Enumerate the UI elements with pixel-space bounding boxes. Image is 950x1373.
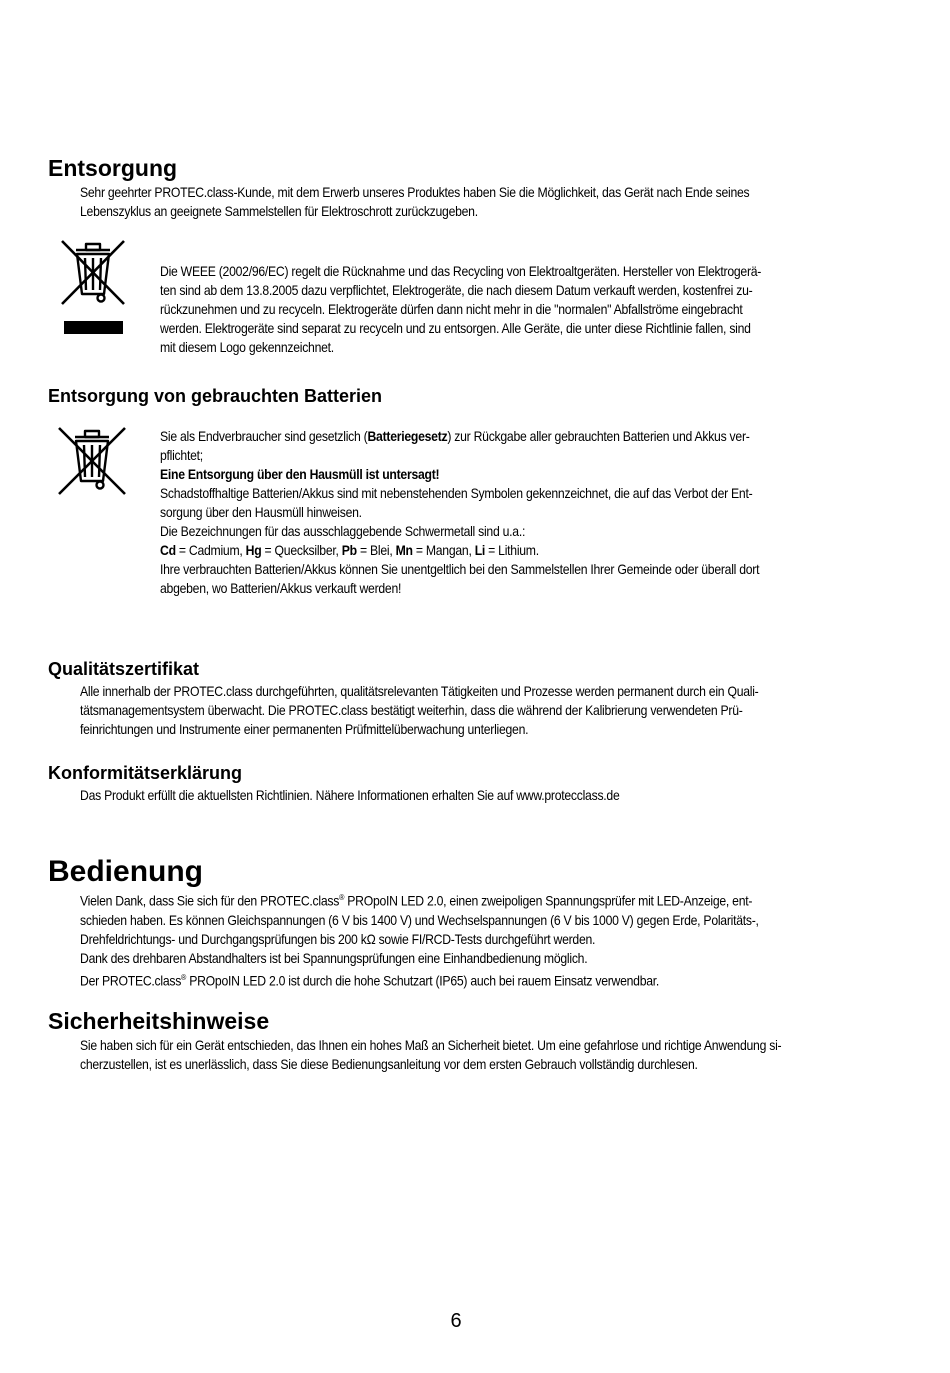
heading-entsorgung: Entsorgung [48, 155, 178, 181]
konformitaet-text: Das Produkt erfüllt die aktuellsten Richtlinien. Nähere Informationen erhalten Sie auf www.protecclass.de [80, 788, 620, 803]
sicherheit-text: Sie haben sich für ein Gerät entschieden, das Ihnen ein hohes Maß an Sicherheit bietet. Um eine gefahrlose und richtige Anwendung si- cherzustellen, ist es unerlässlich, dass Sie diese Bedienungsanleitung vor dem ersten Gebrauch vollständig durchlesen. [80, 1038, 782, 1072]
batterien-text: Sie als Endverbraucher sind gesetzlich (Batteriegesetz) zur Rückgabe aller gebrauchten Batterien und Akkus ver- pflichtet; Eine Entsorgung über den Hausmüll ist untersagt! Schadstoffhaltige Batterien/Akkus sind mit nebenstehenden Symbolen gekennzeichnet, die auf das Verbot der Ent- sorgung über den Hausmüll hinweisen. Die Bezeichnungen für das ausschlaggebende Schwermetall sind u.a.: Cd = Cadmium, Hg = Quecksilber, Pb = Blei, Mn = Mangan, Li = Lithium. Ihre verbrauchten Batterien/Akkus können Sie unentgeltlich bei den Sammelstellen Ihrer Gemeinde oder überall dort abgeben, wo Batterien/Akkus verkauft werden! [160, 429, 760, 596]
heading-batterien: Entsorgung von gebrauchten Batterien [48, 386, 383, 406]
heading-bedienung: Bedienung [48, 855, 203, 888]
heading-sicherheit: Sicherheitshinweise [48, 1008, 270, 1034]
bedienung-text: Vielen Dank, dass Sie sich für den PROTEC.class® PROpoIN LED 2.0, einen zweipoligen Spannungsprüfer mit LED-Anzeige, ent- schieden haben. Es können Gleichspannungen (6 V bis 1400 V) und Wechselspannungen (6 V bis 1000 V) gegen Erde, Polaritäts-, Drehfeldrichtungs- und Durchgangsprüfungen bis 200 kΩ sowie FI/RCD-Tests durchgeführt werden. Dank des drehbaren Abstandhalters ist bei Spannungsprüfungen eine Einhandbedienung möglich. Der PROTEC.class® PROpoIN LED 2.0 ist durch die hohe Schutzart (IP65) auch bei rauem Einsatz verwendbar. [80, 893, 759, 989]
heading-qualitaet: Qualitätszertifikat [48, 659, 200, 679]
qualitaet-text: Alle innerhalb der PROTEC.class durchgeführten, qualitätsrelevanten Tätigkeiten und Prozesse werden permanent durch ein Quali- tätsmanagementsystem überwacht. Die PROTEC.class bestätigt weiterhin, dass die während der Kalibrierung verwendeten Prü- feinrichtungen und Instrumente einer permanenten Prüfmittelüberwachung unterliegen. [80, 684, 759, 737]
weee-text: Die WEEE (2002/96/EC) regelt die Rücknahme und das Recycling von Elektroaltgeräten. Hersteller von Elektrogerä- ten sind ab dem 13.8.2005 dazu verpflichtet, Elektrogeräte, die nach diesem Datum verkauft werden, kostenfrei zu- rückzunehmen und zu recyceln. Elektrogeräte dürfen dann nicht mehr in die "normalen" Abfallströme eingebracht werden. Elektrogeräte sind separat zu recyceln und zu entsorgen. Alle Geräte, die unter diese Richtlinie fallen, sind mit diesem Logo gekennzeichnet. [160, 264, 762, 355]
entsorgung-intro: Sehr geehrter PROTEC.class-Kunde, mit dem Erwerb unseres Produktes haben Sie die Möglichkeit, das Gerät nach Ende seines Lebenszyklus an geeignete Sammelstellen für Elektroschrott zurückzugeben. [80, 185, 750, 219]
metals-line: Cd = Cadmium, Hg = Quecksilber, Pb = Blei, Mn = Mangan, Li = Lithium. [160, 543, 539, 558]
page-number: 6 [450, 1310, 462, 1332]
weee-bin-icon [58, 238, 128, 336]
heading-konformitaet: Konformitätserklärung [48, 763, 243, 783]
battery-bin-icon [56, 426, 128, 496]
